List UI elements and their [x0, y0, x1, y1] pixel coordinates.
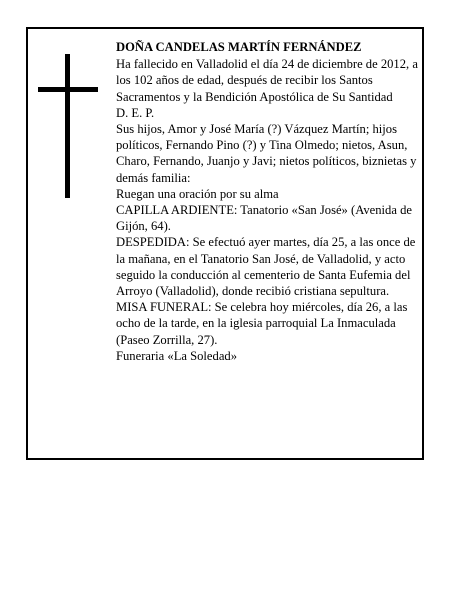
rest-in-peace: D. E. P.: [116, 105, 155, 120]
funeral-home: Funeraria «La Soledad»: [116, 348, 237, 363]
notice-text: [116, 39, 420, 364]
funeral-mass-info: MISA FUNERAL: Se celebra hoy miércoles, día 26, a las ocho de la tarde, en la iglesia parroquial La Inmaculada (Paseo Zorrilla, 27).: [116, 300, 408, 347]
cross-horizontal-bar: [38, 87, 98, 92]
chapel-info: CAPILLA ARDIENTE: Tanatorio «San José» (Avenida de Gijón, 64).: [116, 203, 412, 234]
prayer-request: Ruegan una oración por su alma: [116, 186, 279, 201]
obituary-notice: [26, 27, 424, 460]
cross-icon: [38, 54, 98, 198]
cross-vertical-bar: [65, 54, 70, 198]
farewell-info: DESPEDIDA: Se efectuó ayer martes, día 25, a las once de la mañana, en el Tanatorio San José, de Valladolid, y acto seguido la conducción al cementerio de Santa Eufemia del Arroyo (Valladolid), donde recibió cristiana sepultura.: [116, 235, 416, 299]
family-list: Sus hijos, Amor y José María (?) Vázquez Martín; hijos políticos, Fernando Pino (?) y Tina Olmedo; nietos, Asun, Charo, Fernando, Juanjo y Javi; nietos políticos, biznietas y demás familia:: [116, 122, 417, 185]
deceased-name: DOÑA CANDELAS MARTÍN FERNÁNDEZ: [116, 40, 362, 54]
death-announcement: Ha fallecido en Valladolid el día 24 de diciembre de 2012, a los 102 años de edad, después de recibir los Santos Sacramentos y la Bendición Apostólica de Su Santidad: [116, 57, 418, 104]
